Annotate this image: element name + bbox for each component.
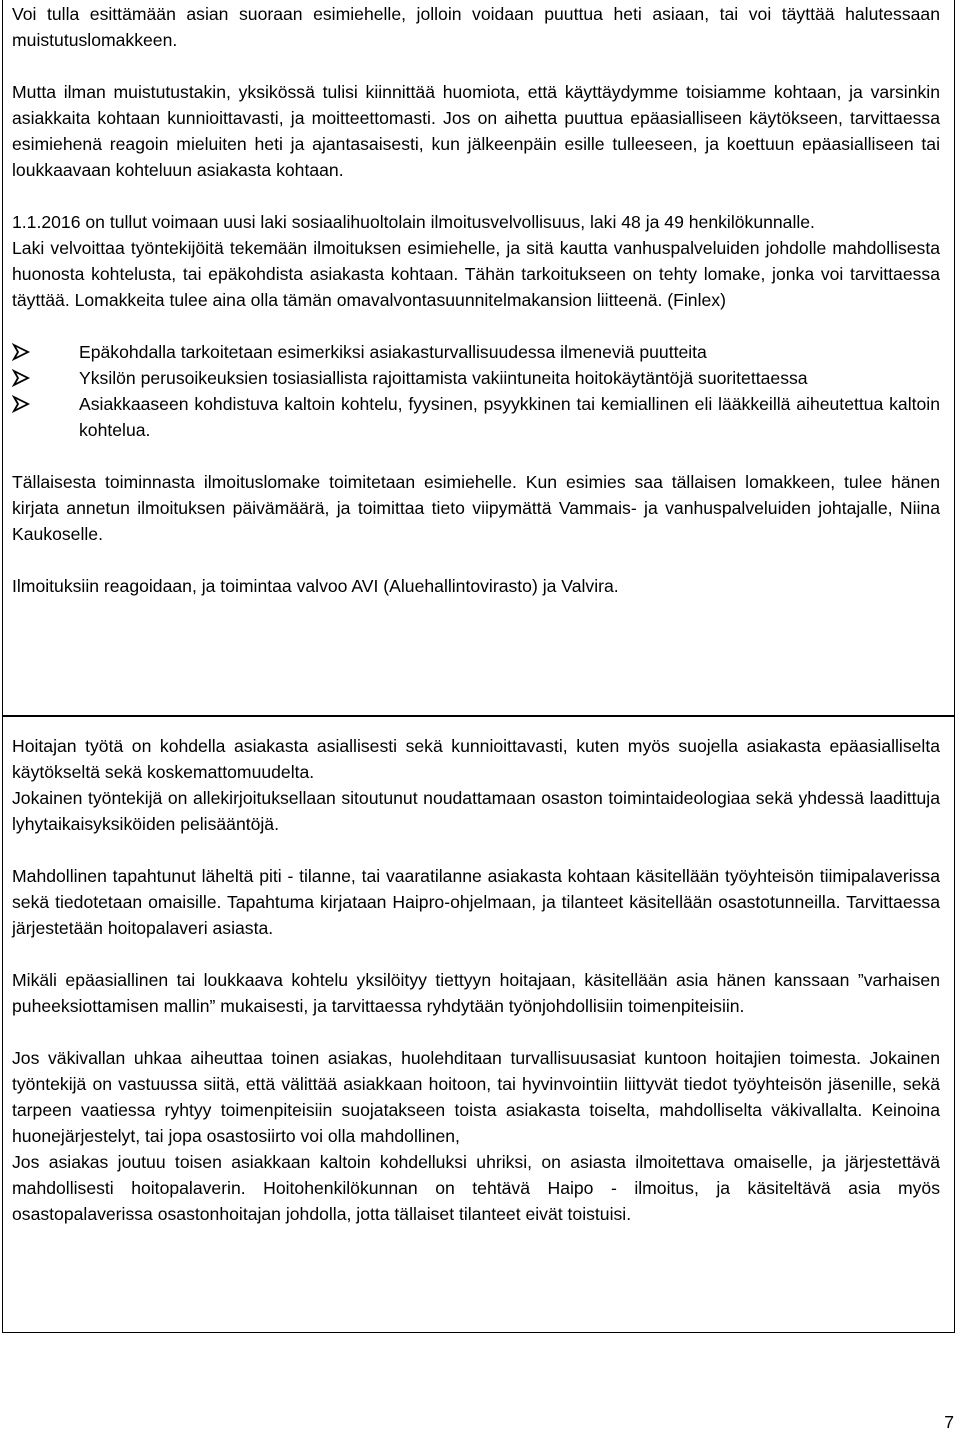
paragraph: Jokainen työntekijä on allekirjoituksellaan sitoutunut noudattamaan osaston toimintaideologiaa sekä yhdessä laadittuja lyhytaikaisyksiköiden pelisääntöjä. xyxy=(12,788,940,834)
paragraph: Mikäli epäasiallinen tai loukkaava kohtelu yksilöityy tiettyyn hoitajaan, käsitellään asia hänen kanssaan ”varhaisen puheeksiottamisen mallin” mukaisesti, ja tarvittaessa ryhdytään työnjohdollisiin toimenpiteisiin. xyxy=(12,970,940,1016)
paragraph: Jos väkivallan uhkaa aiheuttaa toinen asiakas, huolehditaan turvallisuusasiat kuntoon hoitajien toimesta. Jokainen työntekijä on vastuussa siitä, että välittää asiakkaan hoitoon, tai hyvinvointiin liittyvät tiedot työyhteisön jäsenille, sekä tarpeen vaatiessa ryhtyy toimenpiteisiin suojatakseen toista asiakasta toiselta, mahdolliselta väkivallalta. Keinoina huonejärjestelyt, tai jopa osastosiirto voi olla mahdollinen, xyxy=(12,1048,940,1146)
paragraph: Ilmoituksiin reagoidaan, ja toimintaa valvoo AVI (Aluehallintovirasto) ja Valvira. xyxy=(12,576,619,596)
paragraph: Mahdollinen tapahtunut läheltä piti - tilanne, tai vaaratilanne asiakasta kohtaan käsitellään työyhteisön tiimipalaverissa sekä tiedotetaan omaisille. Tapahtuma kirjataan Haipro-ohjelmaan, ja tilanteet käsitellään osastotunneilla. Tarvittaessa järjestetään hoitopalaveri asiasta. xyxy=(12,866,940,938)
upper-section xyxy=(12,1,940,599)
lower-section xyxy=(12,733,940,1227)
paragraph: Jos asiakas joutuu toisen asiakkaan kaltoin kohdelluksi uhriksi, on asiasta ilmoitettava omaiselle, ja järjestettävä mahdollisesti hoitopalaverin. Hoitohenkilökunnan on tehtävä Haipo - ilmoitus, ja käsiteltävä asia myös osastopalaverissa osastonhoitajan johdolla, jotta tällaiset tilanteet eivät toistuisi. xyxy=(12,1152,940,1224)
arrowhead-bullet-icon xyxy=(12,342,32,362)
paragraph: Laki velvoittaa työntekijöitä tekemään ilmoituksen esimiehelle, ja sitä kautta vanhuspalveluiden johdolle mahdollisesta huonosta kohtelusta, tai epäkohdista asiakasta kohtaan. Tähän tarkoitukseen on tehty lomake, jonka voi tarvittaessa täyttää. Lomakkeita tulee aina olla tämän omavalvontasuunnitelmakansion liitteenä. (Finlex) xyxy=(12,238,940,310)
list-item xyxy=(12,339,940,365)
paragraph: 1.1.2016 on tullut voimaan uusi laki sosiaalihuoltolain ilmoitusvelvollisuus, laki 48 ja 49 henkilökunnalle. xyxy=(12,212,815,232)
paragraph: Hoitajan työtä on kohdella asiakasta asiallisesti sekä kunnioittavasti, kuten myös suojella asiakasta epäasialliselta käytökseltä sekä koskemattomuudelta. xyxy=(12,736,940,782)
bullet-list xyxy=(12,339,940,443)
paragraph: Tällaisesta toiminnasta ilmoituslomake toimitetaan esimiehelle. Kun esimies saa tällaisen lomakkeen, tulee hänen kirjata annetun ilmoituksen päivämäärä, ja toimittaa tieto viipymättä Vammais- ja vanhuspalveluiden johtajalle, Niina Kaukoselle. xyxy=(12,472,940,544)
list-item-text: Yksilön perusoikeuksien tosiasiallista rajoittamista vakiintuneita hoitokäytäntöjä suoritettaessa xyxy=(79,368,808,388)
list-item xyxy=(12,391,940,443)
paragraph: Voi tulla esittämään asian suoraan esimiehelle, jolloin voidaan puuttua heti asiaan, tai voi täyttää halutessaan muistutuslomakkeen. xyxy=(12,4,940,50)
arrowhead-bullet-icon xyxy=(12,368,32,388)
page-number: 7 xyxy=(944,1412,954,1432)
list-item xyxy=(12,365,940,391)
list-item-text: Epäkohdalla tarkoitetaan esimerkiksi asiakasturvallisuudessa ilmeneviä puutteita xyxy=(79,342,707,362)
paragraph: Mutta ilman muistutustakin, yksikössä tulisi kiinnittää huomiota, että käyttäydymme toisiamme kohtaan, ja varsinkin asiakkaita kohtaan kunnioittavasti, ja moitteettomasti. Jos on aihetta puuttua epäasialliseen käytökseen, tarvittaessa esimiehenä reagoin mieluiten heti ja ajantasaisesti, kun jälkeenpäin esille tulleeseen, ja koettuun epäasialliseen tai loukkaavaan kohteluun asiakasta kohtaan. xyxy=(12,82,940,180)
arrowhead-bullet-icon xyxy=(12,394,32,414)
list-item-text: Asiakkaaseen kohdistuva kaltoin kohtelu, fyysinen, psyykkinen tai kemiallinen eli lääkkeillä aiheutettua kaltoin kohtelua. xyxy=(79,394,940,440)
